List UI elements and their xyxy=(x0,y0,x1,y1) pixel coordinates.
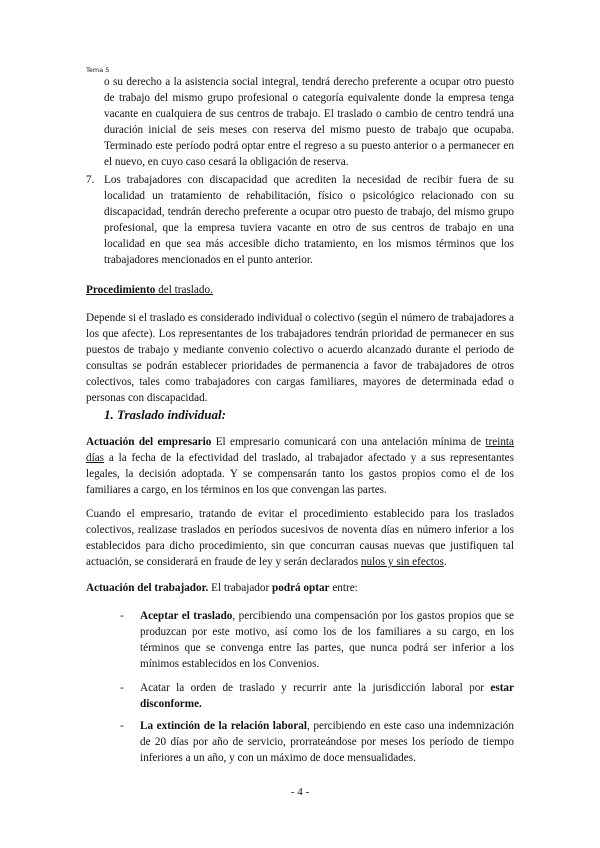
option-3-dash: - xyxy=(120,720,124,732)
trabajador-paragraph xyxy=(86,580,514,596)
empresario-paragraph xyxy=(86,434,514,498)
option-2-dash: - xyxy=(120,682,124,694)
fraude-post: . xyxy=(443,556,447,568)
empresario-pre: El empresario comunicará con una antelación mínima de xyxy=(211,436,486,448)
fraude-pre: Cuando el empresario, tratando de evitar el procedimiento establecido para los traslados colectivos, realizase traslados en períodos sucesivos de noventa días en número inferior a los establecidos para dicho procedimiento, sin que concurran causas nuevas que justifiquen tal actuación, se considerará en fraude de ley y serán declarados xyxy=(86,508,514,568)
option-1 xyxy=(140,608,514,672)
trabajador-label: Actuación del trabajador. xyxy=(86,582,209,594)
page-number: - 4 - xyxy=(290,786,310,798)
option-1-text: , percibiendo una compensación por los gastos propios que se produzcan por este motivo, así como los de los familiares a su cargo, en los términos que se convenga entre las partes, que nunca podrá ser inferior a los mínimos establecidos en los Convenios. xyxy=(140,610,514,670)
option-2-bold: estar disconforme. xyxy=(140,682,514,710)
subsection-heading: 1. Traslado individual: xyxy=(104,407,226,422)
option-3-text: , percibiendo en este caso una indemnización de 20 días por año de servicio, prorrateándose por meses los período de tiempo inferiores a un año, y con un máximo de doce mensualidades. xyxy=(140,720,514,764)
empresario-post: a la fecha de la efectividad del traslado, al trabajador afectado y a sus representantes legales, la decisión adoptada. Y se compensarán tanto los gastos propios como el de los familiares a cargo, en los términos en los que convengan las partes. xyxy=(86,452,514,496)
running-header: Tema 5 xyxy=(86,66,110,74)
section-title xyxy=(86,282,514,298)
option-2 xyxy=(140,680,514,712)
fraude-paragraph xyxy=(86,506,514,570)
option-1-bold: Aceptar el traslado xyxy=(140,610,233,622)
option-2-text: Acatar la orden de traslado y recurrir ante la jurisdicción laboral por xyxy=(140,682,491,694)
item-6-continuation: o su derecho a la asistencia social integral, tendrá derecho preferente a ocupar otro puesto de trabajo del mismo grupo profesional o categoría equivalente donde la empresa tenga vacante en cualquiera de sus centros de trabajo. El traslado o cambio de centro tendrá una duración inicial de seis meses con reserva del mismo puesto de trabajo que ocupaba. Terminado este período podrá optar entre el regreso a su puesto anterior o a permanecer en el nuevo, en cuyo caso cesará la obligación de reserva. xyxy=(104,76,514,168)
trabajador-bold: podrá optar xyxy=(272,582,330,594)
empresario-underlined: treinta días xyxy=(86,436,514,464)
trabajador-end: entre: xyxy=(329,582,358,594)
procedimiento-intro: Depende si el traslado es considerado individual o colectivo (según el número de trabajadores a los que afecte). Los representantes de los trabajadores tendrán prioridad de permanecer en sus puestos de trabajo y mediante convenio colectivo o acuerdo alcanzado durante el periodo de consultas se podrán establecer prioridades de permanencia a favor de trabajadores de otros colectivos, tales como trabajadores con cargas familiares, mayores de determinada edad o personas con discapacidad. xyxy=(86,312,514,404)
item-7-number: 7. xyxy=(86,174,95,186)
option-3-bold: La extinción de la relación laboral xyxy=(140,720,307,732)
empresario-label: Actuación del empresario xyxy=(86,436,212,448)
trabajador-mid: El trabajador xyxy=(208,582,273,594)
item-7-text: Los trabajadores con discapacidad que acrediten la necesidad de recibir fuera de su localidad un tratamiento de rehabilitación, físico o psicológico relacionado con su discapacidad, tendrán derecho preferente a ocupar otro puesto de trabajo, del mismo grupo profesional, que la empresa tuviera vacante en otro de sus centros de trabajo en una localidad en que sea más accesible dicho tratamiento, en los mismos términos que los trabajadores mencionados en el punto anterior. xyxy=(104,174,514,266)
section-title-rest: del traslado. xyxy=(155,284,213,296)
option-3 xyxy=(140,718,514,766)
section-title-bold: Procedimiento xyxy=(86,284,156,296)
option-1-dash: - xyxy=(120,610,124,622)
fraude-underlined: nulos y sin efectos xyxy=(360,556,444,568)
